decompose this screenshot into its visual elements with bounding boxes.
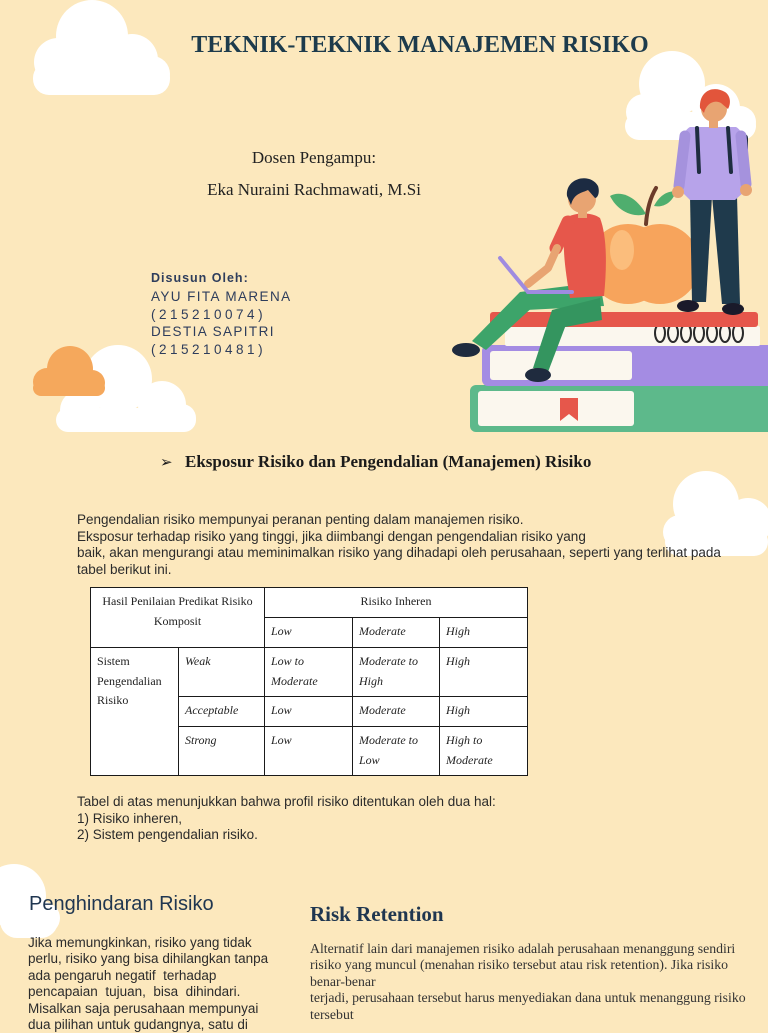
- list-item: 2) Sistem pengendalian risiko.: [77, 827, 258, 843]
- paragraph-line: perlu, risiko yang bisa dihilangkan tanpa: [28, 951, 269, 967]
- table-row: [91, 648, 528, 697]
- table-cell: High to Moderate: [440, 727, 528, 776]
- arrow-bullet-icon: ➢: [160, 453, 173, 471]
- row-group-label: Sistem Pengendalian Risiko: [91, 648, 179, 776]
- risk-matrix-table: [90, 587, 528, 776]
- paragraph-line: Eksposur terhadap risiko yang tinggi, jika diimbangi dengan pengendalian risiko yang: [77, 528, 586, 544]
- table-cell: High: [440, 697, 528, 727]
- retention-paragraph: [310, 941, 760, 1024]
- intro-paragraph: [77, 512, 721, 579]
- retention-heading: Risk Retention: [310, 902, 444, 926]
- paragraph-line: ada pengaruh negatif terhadap: [28, 967, 217, 983]
- header-inherent-risk: Risiko Inheren: [265, 588, 528, 618]
- inherent-level: High: [440, 618, 528, 648]
- paragraph-line: Jika memungkinkan, risiko yang tidak: [28, 935, 252, 950]
- inherent-level: Low: [265, 618, 353, 648]
- lecturer-name: Eka Nuraini Rachmawati, M.Si: [207, 180, 421, 199]
- book-green: [470, 385, 768, 432]
- avoidance-heading: Penghindaran Risiko: [29, 893, 214, 915]
- laptop: [500, 258, 528, 292]
- control-level: Acceptable: [179, 697, 265, 727]
- paragraph-line: Pengendalian risiko mempunyai peranan penting dalam manajemen risiko.: [77, 512, 524, 527]
- summary-paragraph: [77, 794, 496, 844]
- paragraph-line: pencapaian tujuan, bisa dihindari.: [28, 984, 241, 1000]
- table-cell: High: [440, 648, 528, 697]
- shoe: [677, 300, 699, 312]
- paragraph-line: baik, akan mengurangi atau meminimalkan risiko yang dihadapi oleh perusahaan, seperti yang terlihat pada: [77, 545, 721, 561]
- control-level: Weak: [179, 648, 265, 697]
- table-cell: Moderate to Low: [353, 727, 440, 776]
- table-row: [91, 588, 528, 618]
- paragraph-line: Alternatif lain dari manajemen risiko adalah perusahaan menanggung sendiri: [310, 941, 736, 956]
- authors-label: Disusun Oleh:: [151, 271, 249, 285]
- shoe: [452, 343, 480, 357]
- paragraph-line: Misalkan saja perusahaan mempunyai: [28, 1000, 259, 1016]
- cloud-top-right: [625, 51, 756, 140]
- shoe: [525, 368, 551, 382]
- shoe: [722, 303, 744, 315]
- header-composite-rating: Hasil Penilaian Predikat Risiko Komposit: [91, 588, 265, 648]
- paragraph-line: dua pilihan untuk gudangnya, satu di: [28, 1017, 248, 1033]
- paragraph-line: Tabel di atas menunjukkan bahwa profil risiko ditentukan oleh dua hal:: [77, 794, 496, 809]
- book-purple: [482, 345, 768, 386]
- authors-list: [151, 288, 292, 358]
- book-stack: [470, 312, 768, 432]
- book-red: [490, 312, 758, 327]
- table-cell: Low: [265, 697, 353, 727]
- list-item: 1) Risiko inheren,: [77, 810, 183, 826]
- section-heading: Eksposur Risiko dan Pengendalian (Manajemen) Risiko: [185, 452, 592, 471]
- author-id: (215210074): [151, 306, 267, 322]
- author-name: DESTIA SAPITRI: [151, 324, 275, 340]
- cloud-orange: [33, 346, 105, 396]
- inherent-level: Moderate: [353, 618, 440, 648]
- avoidance-paragraph: [28, 935, 290, 1033]
- page-title: TEKNIK-TEKNIK MANAJEMEN RISIKO: [191, 32, 649, 58]
- table-cell: Low to Moderate: [265, 648, 353, 697]
- author-name: AYU FITA MARENA: [151, 289, 292, 304]
- leaf: [610, 194, 646, 215]
- table-cell: Moderate to High: [353, 648, 440, 697]
- paragraph-line: tersebut: [310, 1006, 354, 1022]
- paragraph-line: tabel berikut ini.: [77, 562, 172, 578]
- lecturer-label: Dosen Pengampu:: [251, 148, 377, 167]
- table-cell: Moderate: [353, 697, 440, 727]
- control-level: Strong: [179, 727, 265, 776]
- paragraph-line: benar-benar: [310, 973, 376, 989]
- author-id: (215210481): [151, 341, 267, 357]
- table-cell: Low: [265, 727, 353, 776]
- paragraph-line: terjadi, perusahaan tersebut harus menyediakan dana untuk menanggung risiko: [310, 990, 746, 1006]
- paragraph-line: risiko yang muncul (menahan risiko tersebut atau risk retention). Jika risiko: [310, 957, 729, 973]
